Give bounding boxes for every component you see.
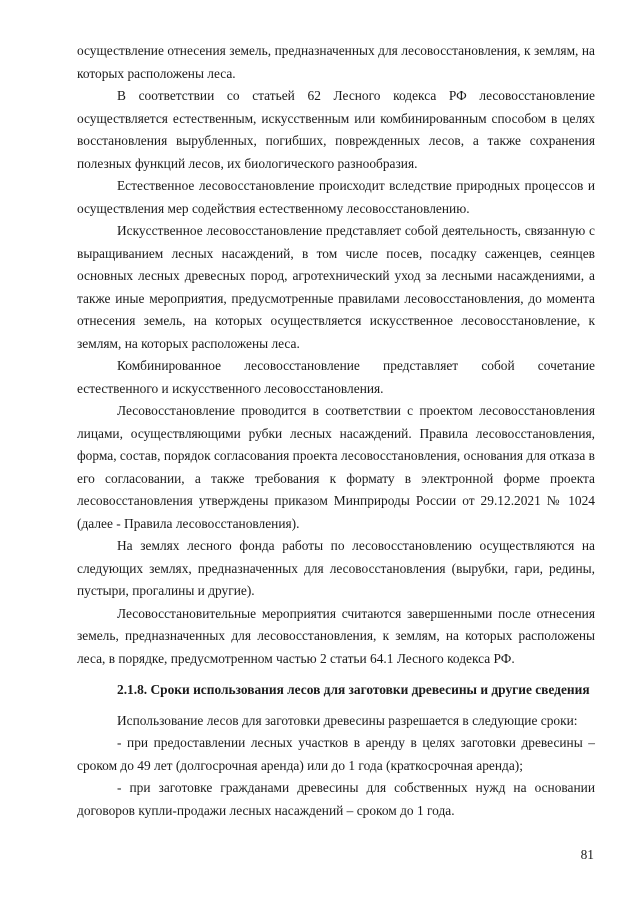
paragraph-completion: Лесовосстановительные мероприятия считаются завершенными после отнесения земель, предназначенных для лесовосстановления, к землям, на которых расположены леса, в порядке, предусмотренном частью 2 статьи 64.1 Лесного кодекса РФ.	[77, 605, 595, 666]
list-item-lease-terms: - при предоставлении лесных участков в аренду в целях заготовки древесины – сроком до 49 лет (долгосрочная аренда) или до 1 года (краткосрочная аренда);	[77, 735, 595, 773]
paragraph-natural-reforestation: Естественное лесовосстановление происходит вследствие природных процессов и осуществления мер содействия естественному лесовосстановлению.	[77, 178, 595, 216]
section-heading: 2.1.8. Сроки использования лесов для заготовки древесины и другие сведения	[117, 682, 590, 697]
paragraph-terms-intro: Использование лесов для заготовки древесины разрешается в следующие сроки:	[117, 712, 578, 728]
list-item-citizen-terms: - при заготовке гражданами древесины для собственных нужд на основании договоров купли-продажи лесных насаждений – сроком до 1 года.	[77, 780, 595, 818]
paragraph-artificial-reforestation: Искусственное лесовосстановление представляет собой деятельность, связанную с выращиванием лесных насаждений, в том числе посев, посадку саженцев, сеянцев основных лесных древесных пород, агротехнический уход за лесными насаждениями, а также иные мероприятия, предусмотренные правилами лесовосстановления, до момента отнесения земель, на которых осуществляется искусственное лесовосстановление, к землям, на которых расположены леса.	[77, 223, 595, 351]
paragraph-continuation: осуществление отнесения земель, предназначенных для лесовосстановления, к землям, на которых расположены леса.	[77, 43, 595, 81]
page-number: 81	[580, 847, 594, 862]
paragraph-article-62: В соответствии со статьей 62 Лесного кодекса РФ лесовосстановление осуществляется естественным, искусственным или комбинированным способом в целях восстановления вырубленных, погибших, поврежденных лесов, а также сохранения полезных функций лесов, их биологического разнообразия.	[77, 88, 595, 171]
paragraph-combined-reforestation: Комбинированное лесовосстановление представляет собой сочетание естественного и искусственного лесовосстановления.	[77, 358, 595, 396]
paragraph-forest-fund-lands: На землях лесного фонда работы по лесовосстановлению осуществляются на следующих землях, предназначенных для лесовосстановления (вырубки, гари, редины, пустыри, прогалины и другие).	[77, 538, 595, 598]
paragraph-reforestation-project: Лесовосстановление проводится в соответствии с проектом лесовосстановления лицами, осуществляющими рубки лесных насаждений. Правила лесовосстановления, форма, состав, порядок согласования проекта лесовосстановления, основания для отказа в его согласовании, а также требования к формату в электронной форме проекта лесовосстановления утверждены приказом Минприроды России от 29.12.2021 № 1024 (далее - Правила лесовосстановления).	[77, 403, 595, 531]
